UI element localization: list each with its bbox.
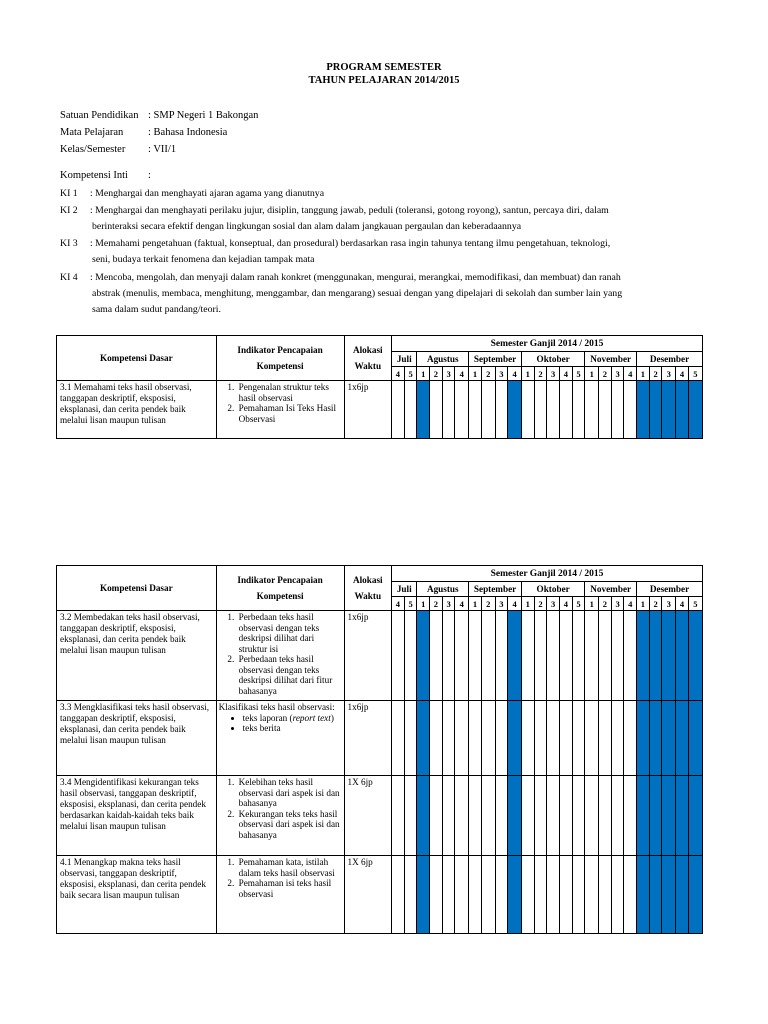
week-cell <box>430 701 443 776</box>
week-cell <box>442 611 455 701</box>
week-cell <box>547 776 560 856</box>
week-cell <box>469 381 482 439</box>
bullet-em: report text <box>292 712 331 723</box>
program-table-2 <box>56 565 703 934</box>
week-cell-scheduled <box>508 611 522 701</box>
indikator-item: 2. Pemahaman Isi Teks Hasil Observasi <box>237 403 342 424</box>
month-header: Desember <box>637 352 703 367</box>
indikator-item: 1. Pengenalan struktur teks hasil observasi <box>237 382 342 403</box>
week-cell <box>559 776 572 856</box>
week-cell <box>547 381 560 439</box>
week-cell-scheduled <box>676 611 689 701</box>
ki-2: KI 2 : Menghargai dan menghayati perilaku jujur, disiplin, tanggung jawab, peduli (toleransi, gotong royong), santun, percaya diri, dalam berinteraksi secara efektif dengan lingkungan sosial dan alam dalam jangkauan pergaulan dan keberadaannya <box>60 205 609 232</box>
ki-4: KI 4 : Mencoba, mengolah, dan menyaji dalam ranah konkret (menggunakan, mengurai, merangkai, memodifikasi, dan membuat) dan ranah abstrak (menulis, membaca, menghitung, menggambar, dan mengarang) sesuai dengan yang dipelajari di sekolah dan sumber lain yang sama dalam sudut pandang/teori. <box>60 272 623 315</box>
week-number: 1 <box>469 597 482 611</box>
header-semester: Semester Ganjil 2014 / 2015 <box>392 336 703 352</box>
indikator-cell <box>216 776 344 856</box>
week-cell-scheduled <box>662 381 676 439</box>
month-header: Oktober <box>521 352 584 367</box>
month-header: Agustus <box>417 582 469 597</box>
week-cell <box>559 611 572 701</box>
week-cell-scheduled <box>417 611 430 701</box>
month-header: November <box>585 352 637 367</box>
week-cell <box>572 611 585 701</box>
week-cell <box>585 611 599 701</box>
week-cell <box>495 701 508 776</box>
indikator-bullets <box>219 713 342 734</box>
week-cell <box>481 856 495 934</box>
week-cell-scheduled <box>417 776 430 856</box>
week-number: 3 <box>662 367 676 381</box>
week-cell-scheduled <box>688 611 702 701</box>
week-cell <box>392 701 405 776</box>
week-cell <box>455 611 469 701</box>
week-cell <box>534 776 547 856</box>
week-cell-scheduled <box>637 381 650 439</box>
indikator-cell <box>216 856 344 934</box>
week-cell <box>521 776 534 856</box>
week-number: 3 <box>662 597 676 611</box>
kd-cell: 3.1 Memahami teks hasil observasi, tanggapan deskriptif, eksposisi, eksplanasi, dan cerita pendek baik melalui lisan maupun tulisan <box>57 381 217 439</box>
week-cell <box>455 776 469 856</box>
week-cell <box>624 611 637 701</box>
week-cell-scheduled <box>417 856 430 934</box>
week-cell <box>547 856 560 934</box>
table-row <box>57 611 703 701</box>
week-cell-scheduled <box>649 381 662 439</box>
week-cell <box>624 856 637 934</box>
week-number: 3 <box>611 597 624 611</box>
week-number: 3 <box>495 367 508 381</box>
meta-row: Satuan Pendidikan : SMP Negeri 1 Bakongan <box>60 110 259 121</box>
week-number: 5 <box>688 597 702 611</box>
kd-cell: 3.3 Mengklasifikasi teks hasil observasi, tanggapan deskriptif, eksposisi, eksplanasi, dan cerita pendek baik melalui lisan maupun tulisan <box>57 701 217 776</box>
header-alokasi: Alokasi Waktu <box>344 336 392 381</box>
alokasi-cell: 1X 6jp <box>344 776 392 856</box>
week-number: 4 <box>676 597 689 611</box>
kd-cell: 3.2 Membedakan teks hasil observasi, tanggapan deskriptif, eksposisi, eksplanasi, dan cerita pendek baik melalui lisan maupun tulisan <box>57 611 217 701</box>
alokasi-cell: 1x6jp <box>344 701 392 776</box>
week-cell <box>442 856 455 934</box>
week-cell <box>599 856 612 934</box>
week-cell <box>599 701 612 776</box>
week-cell <box>611 381 624 439</box>
week-cell <box>547 611 560 701</box>
page-subtitle: TAHUN PELAJARAN 2014/2015 <box>308 75 460 86</box>
week-cell <box>442 776 455 856</box>
table-row <box>57 381 703 439</box>
kd-cell: 4.1 Menangkap makna teks hasil observasi, tanggapan deskriptif, eksposisi, eksplanasi, dan cerita pendek baik secara lisan maupun tulisan <box>57 856 217 934</box>
week-cell-scheduled <box>649 701 662 776</box>
week-cell <box>585 776 599 856</box>
week-cell <box>404 611 417 701</box>
indikator-item: 2. Perbedaan teks hasil observasi dengan teks deskripsi dilihat dari fitur bahasanya <box>237 654 342 696</box>
week-cell <box>534 381 547 439</box>
week-cell <box>534 856 547 934</box>
week-cell <box>611 611 624 701</box>
week-cell <box>404 856 417 934</box>
week-number: 4 <box>624 597 637 611</box>
week-number: 2 <box>534 367 547 381</box>
month-header: Juli <box>392 352 417 367</box>
week-cell <box>521 856 534 934</box>
week-number: 4 <box>559 367 572 381</box>
week-number: 1 <box>637 597 650 611</box>
month-header: September <box>469 582 522 597</box>
week-cell-scheduled <box>508 381 522 439</box>
week-cell <box>521 381 534 439</box>
table-row <box>57 856 703 934</box>
week-cell-scheduled <box>417 381 430 439</box>
month-header: Oktober <box>521 582 584 597</box>
week-number: 2 <box>599 597 612 611</box>
bullet-text: teks laporan ( <box>242 712 293 723</box>
week-cell <box>430 381 443 439</box>
header-alokasi: Alokasi Waktu <box>344 566 392 611</box>
week-cell <box>572 381 585 439</box>
week-cell <box>559 856 572 934</box>
meta-row: Kelas/Semester : VII/1 <box>60 144 177 155</box>
week-number: 2 <box>481 597 495 611</box>
week-number: 5 <box>572 597 585 611</box>
week-cell <box>611 856 624 934</box>
header-indikator: Indikator Pencapaian Kompetensi <box>216 566 344 611</box>
week-cell <box>534 701 547 776</box>
indikator-cell <box>216 701 344 776</box>
week-cell-scheduled <box>688 701 702 776</box>
indikator-item: 1. Pemahaman kata, istilah dalam teks hasil observasi <box>237 857 342 878</box>
alokasi-cell: 1X 6jp <box>344 856 392 934</box>
week-cell <box>495 611 508 701</box>
week-cell <box>521 611 534 701</box>
week-number: 3 <box>611 367 624 381</box>
week-cell <box>495 381 508 439</box>
month-header: November <box>585 582 637 597</box>
week-number: 5 <box>688 367 702 381</box>
indikator-list <box>219 382 342 424</box>
ki-1: KI 1 : Menghargai dan menghayati ajaran agama yang dianutnya <box>60 188 325 199</box>
week-cell <box>624 776 637 856</box>
month-header: September <box>469 352 522 367</box>
week-number: 2 <box>430 597 443 611</box>
week-cell-scheduled <box>662 856 676 934</box>
week-cell-scheduled <box>649 776 662 856</box>
indikator-item: 1. Perbedaan teks hasil observasi dengan teks deskripsi dilihat dari struktur isi <box>237 612 342 654</box>
week-number: 3 <box>547 597 560 611</box>
week-cell <box>585 856 599 934</box>
indikator-list <box>219 612 342 696</box>
week-cell <box>534 611 547 701</box>
week-cell <box>392 611 405 701</box>
week-cell-scheduled <box>688 776 702 856</box>
week-number: 1 <box>637 367 650 381</box>
month-header: Juli <box>392 582 417 597</box>
week-number: 1 <box>585 367 599 381</box>
week-number: 3 <box>547 367 560 381</box>
month-header: Desember <box>637 582 703 597</box>
week-cell <box>495 856 508 934</box>
indikator-item: 1. Kelebihan teks hasil observasi dari aspek isi dan bahasanya <box>237 777 342 809</box>
week-cell <box>624 701 637 776</box>
week-cell <box>392 381 405 439</box>
alokasi-cell: 1x6jp <box>344 381 392 439</box>
week-number: 1 <box>521 597 534 611</box>
indikator-item: 2. Kekurangan teks teks hasil observasi dari aspek isi dan bahasanya <box>237 809 342 841</box>
week-number: 5 <box>404 597 417 611</box>
week-cell <box>599 611 612 701</box>
week-cell <box>392 776 405 856</box>
meta-row: Mata Pelajaran : Bahasa Indonesia <box>60 127 228 138</box>
page-title: PROGRAM SEMESTER <box>326 62 442 73</box>
week-cell-scheduled <box>637 776 650 856</box>
week-cell <box>611 776 624 856</box>
week-number: 1 <box>417 597 430 611</box>
week-cell-scheduled <box>676 381 689 439</box>
week-cell <box>572 776 585 856</box>
week-cell <box>430 856 443 934</box>
week-cell <box>455 701 469 776</box>
week-cell <box>572 856 585 934</box>
week-number: 4 <box>624 367 637 381</box>
week-cell <box>404 776 417 856</box>
header-kd: Kompetensi Dasar <box>57 566 217 611</box>
week-number: 3 <box>442 597 455 611</box>
week-cell-scheduled <box>676 776 689 856</box>
week-number: 4 <box>559 597 572 611</box>
week-cell-scheduled <box>637 856 650 934</box>
week-number: 1 <box>521 367 534 381</box>
week-number: 2 <box>481 367 495 381</box>
week-cell <box>521 701 534 776</box>
week-number: 4 <box>676 367 689 381</box>
week-number: 4 <box>508 367 522 381</box>
indikator-item: 2. Pemahaman isi teks hasil observasi <box>237 878 342 899</box>
week-cell-scheduled <box>676 856 689 934</box>
week-cell-scheduled <box>508 776 522 856</box>
alokasi-cell: 1x6jp <box>344 611 392 701</box>
week-number: 3 <box>442 367 455 381</box>
week-number: 2 <box>534 597 547 611</box>
header-kd: Kompetensi Dasar <box>57 336 217 381</box>
week-cell <box>404 701 417 776</box>
week-cell <box>495 776 508 856</box>
week-cell <box>404 381 417 439</box>
week-number: 4 <box>455 597 469 611</box>
week-number: 4 <box>455 367 469 381</box>
indikator-bullet: • teks berita <box>243 723 342 734</box>
week-cell <box>585 381 599 439</box>
indikator-cell <box>216 611 344 701</box>
week-cell <box>442 381 455 439</box>
week-cell-scheduled <box>508 856 522 934</box>
week-cell <box>469 856 482 934</box>
week-cell-scheduled <box>676 701 689 776</box>
week-number: 1 <box>417 367 430 381</box>
header-semester: Semester Ganjil 2014 / 2015 <box>392 566 703 582</box>
week-cell <box>455 856 469 934</box>
week-number: 5 <box>572 367 585 381</box>
week-cell <box>559 381 572 439</box>
week-cell <box>624 381 637 439</box>
week-cell <box>585 701 599 776</box>
week-cell-scheduled <box>662 701 676 776</box>
bullet-text: ) <box>330 712 334 723</box>
week-cell <box>469 611 482 701</box>
week-cell-scheduled <box>508 701 522 776</box>
week-cell-scheduled <box>637 611 650 701</box>
kd-cell: 3.4 Mengidentifikasi kekurangan teks hasil observasi, tanggapan deskriptif, eksposisi, eksplanasi, dan cerita pendek berdasarkan kaidah-kaidah teks baik melalui lisan maupun tulisan <box>57 776 217 856</box>
week-number: 3 <box>495 597 508 611</box>
week-cell <box>481 611 495 701</box>
week-number: 5 <box>404 367 417 381</box>
week-cell <box>430 611 443 701</box>
week-cell-scheduled <box>649 611 662 701</box>
week-cell-scheduled <box>662 776 676 856</box>
week-cell <box>547 701 560 776</box>
indikator-intro: Klasifikasi teks hasil observasi: <box>218 702 335 712</box>
month-header: Agustus <box>417 352 469 367</box>
week-cell-scheduled <box>637 701 650 776</box>
ki-3: KI 3 : Memahami pengetahuan (faktual, konseptual, dan prosedural) berdasarkan rasa ingin tahunya tentang ilmu pengetahuan, teknologi, seni, budaya terkait fenomena dan kejadian tampak mata <box>60 238 611 265</box>
week-cell <box>469 776 482 856</box>
week-number: 2 <box>649 597 662 611</box>
meta-row: Kompetensi Inti : <box>60 170 151 181</box>
indikator-bullet <box>243 713 342 724</box>
week-number: 1 <box>585 597 599 611</box>
week-cell <box>611 701 624 776</box>
week-cell-scheduled <box>688 381 702 439</box>
week-cell <box>599 381 612 439</box>
week-cell <box>469 701 482 776</box>
week-cell <box>572 701 585 776</box>
indikator-list <box>219 857 342 899</box>
table-row <box>57 701 703 776</box>
week-cell <box>559 701 572 776</box>
week-cell <box>481 776 495 856</box>
program-table-1 <box>56 335 703 439</box>
week-number: 2 <box>599 367 612 381</box>
week-number: 4 <box>508 597 522 611</box>
week-cell <box>481 381 495 439</box>
week-cell <box>430 776 443 856</box>
week-cell-scheduled <box>649 856 662 934</box>
week-number: 4 <box>392 597 405 611</box>
week-number: 2 <box>430 367 443 381</box>
week-number: 1 <box>469 367 482 381</box>
week-number: 2 <box>649 367 662 381</box>
indikator-cell <box>216 381 344 439</box>
week-cell <box>455 381 469 439</box>
week-cell <box>392 856 405 934</box>
header-indikator: Indikator Pencapaian Kompetensi <box>216 336 344 381</box>
week-cell-scheduled <box>688 856 702 934</box>
week-cell <box>599 776 612 856</box>
indikator-list <box>219 777 342 840</box>
week-cell <box>481 701 495 776</box>
week-cell-scheduled <box>417 701 430 776</box>
week-cell-scheduled <box>662 611 676 701</box>
week-number: 4 <box>392 367 405 381</box>
table-row <box>57 776 703 856</box>
week-cell <box>442 701 455 776</box>
